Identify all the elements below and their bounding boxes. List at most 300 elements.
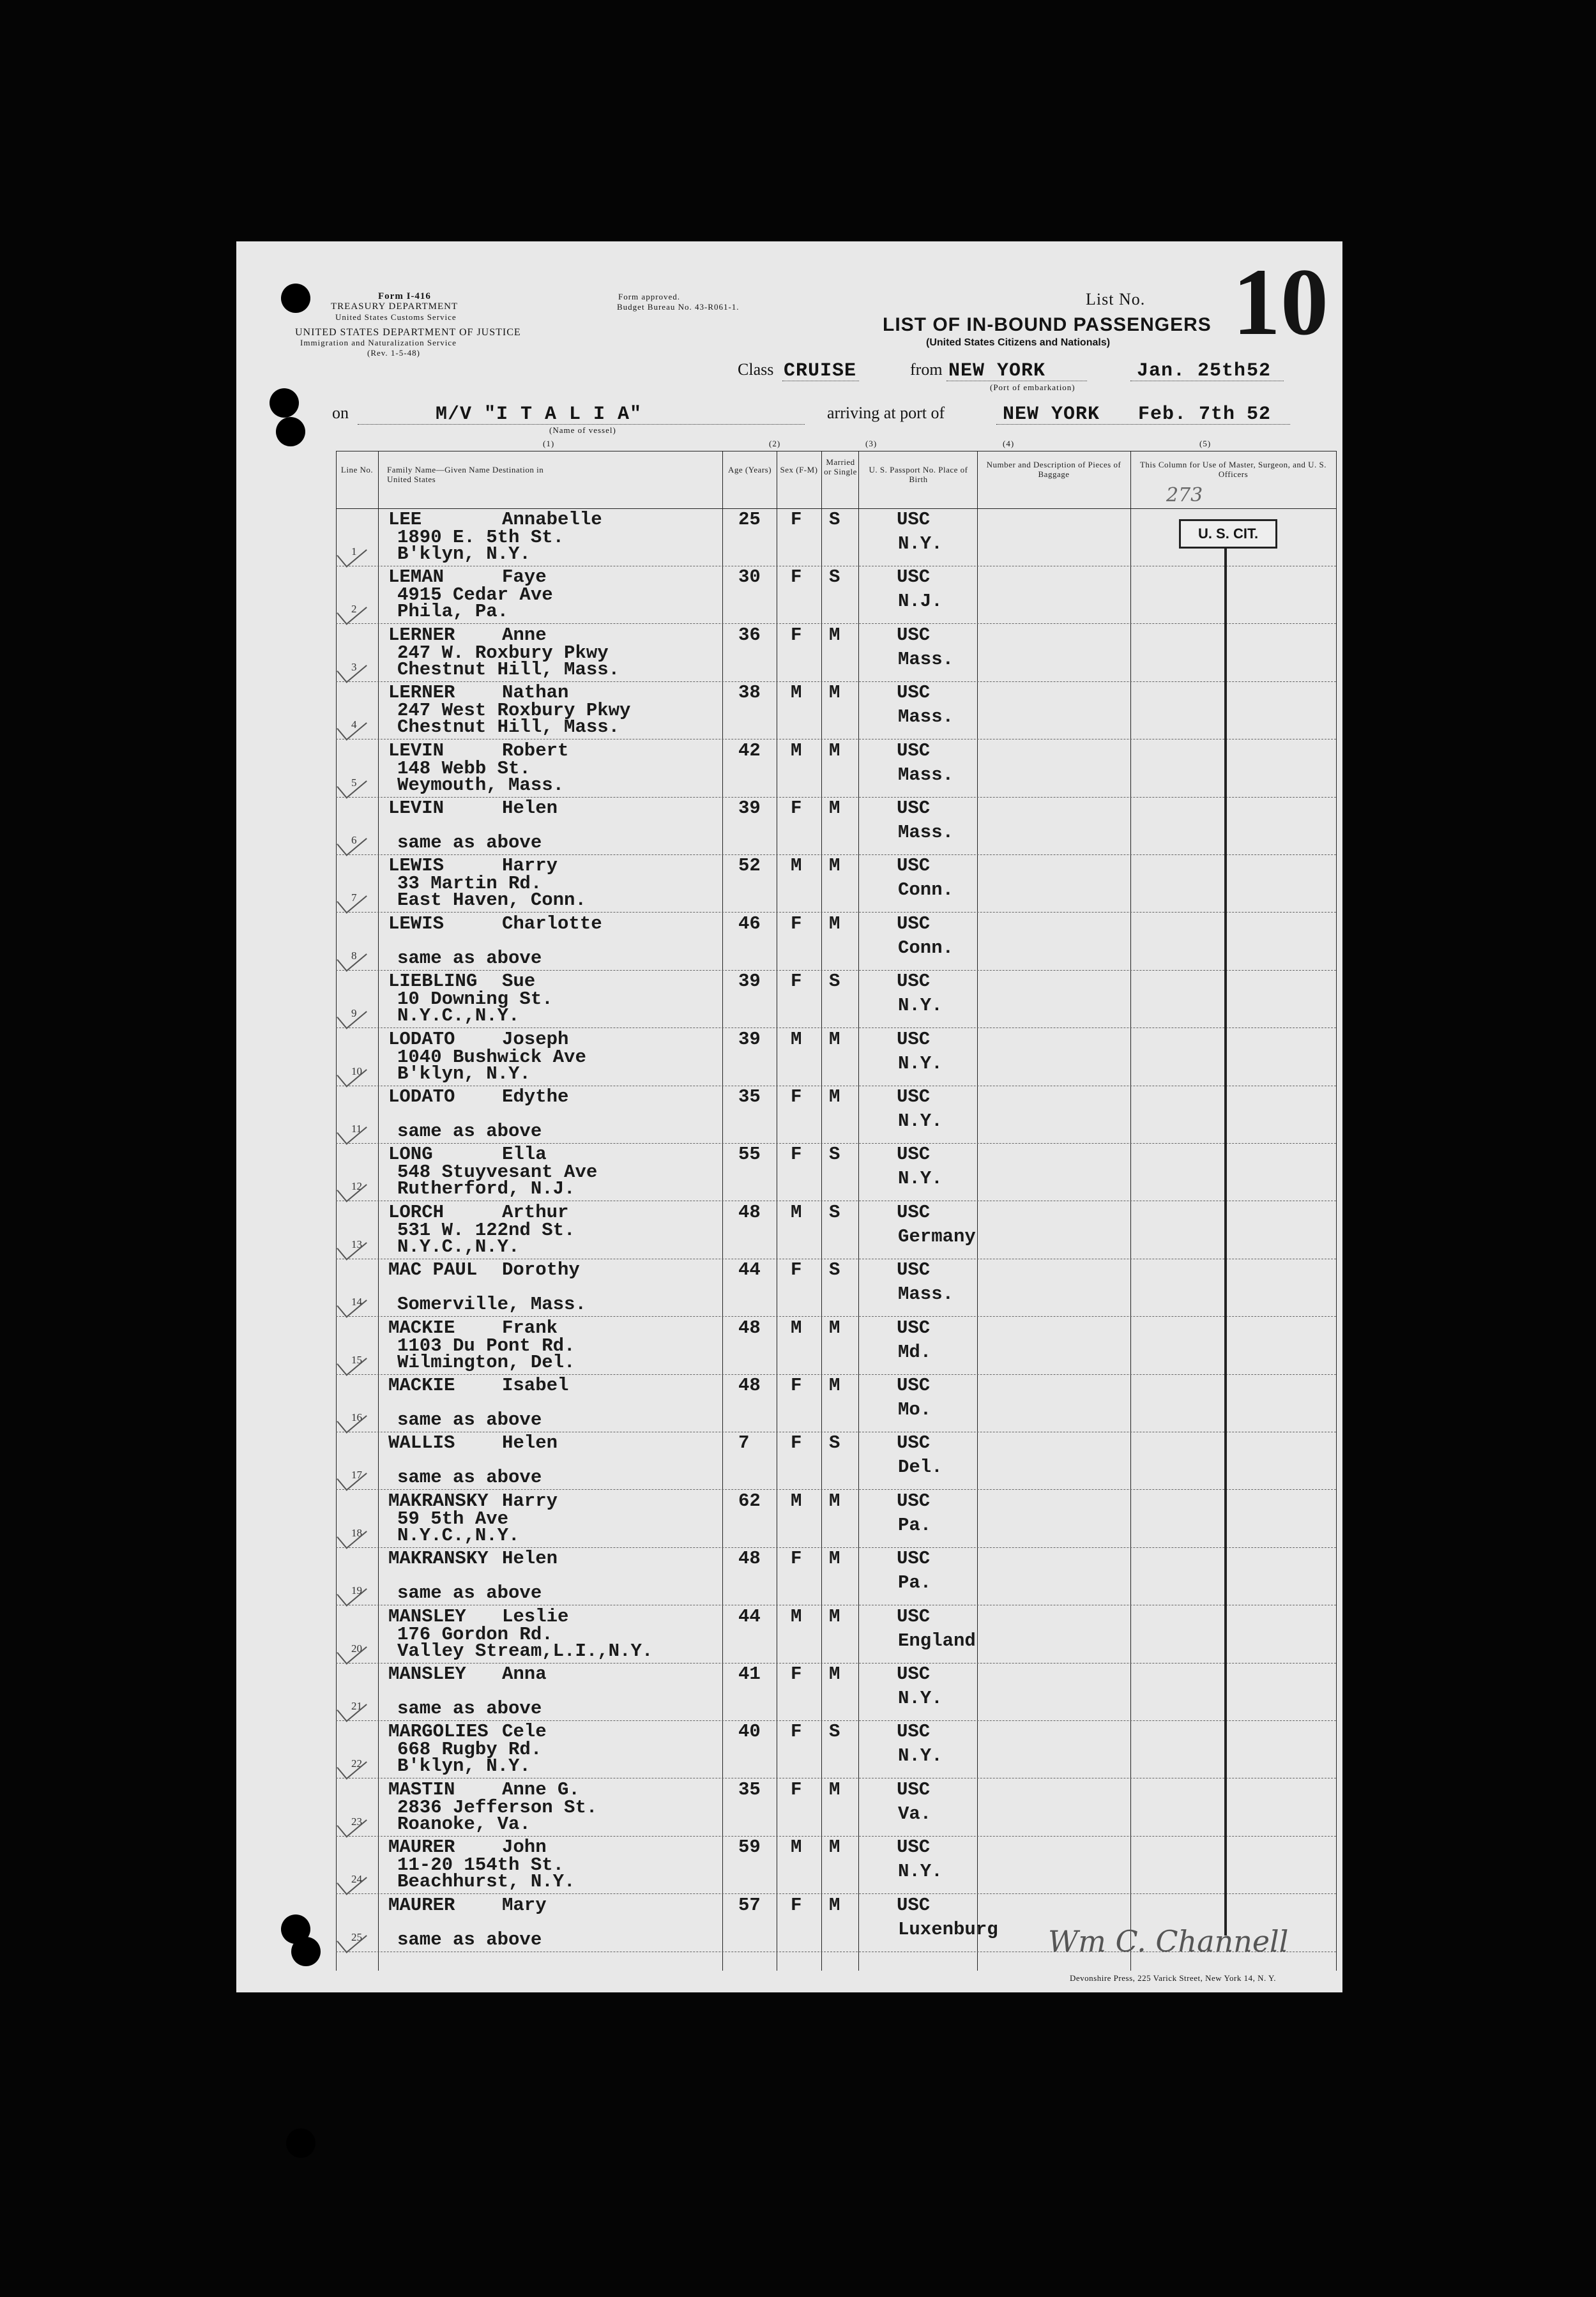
passport: USC (897, 971, 931, 992)
arrival-year: 52 (1247, 404, 1272, 425)
check-mark (337, 1116, 367, 1144)
family-name: LEWIS (388, 913, 445, 934)
age: 39 (738, 1028, 761, 1050)
punch-hole (270, 388, 299, 418)
age: 52 (738, 855, 761, 877)
sex: M (791, 1028, 802, 1050)
passport: USC (897, 1548, 931, 1570)
line-number: 19 (351, 1584, 362, 1597)
passport: USC (897, 913, 931, 934)
table-row (336, 854, 1336, 913)
family-name: MAKRANSKY (388, 1490, 489, 1512)
sex: F (791, 624, 802, 646)
passport: USC (897, 682, 931, 704)
line-number: 3 (351, 660, 357, 673)
form-approved: Form approved. (618, 292, 681, 301)
header-sex: Sex (F-M) (780, 465, 818, 474)
line-number: 25 (351, 1930, 362, 1943)
line-number: 8 (351, 949, 357, 962)
family-name: LEVIN (388, 739, 445, 761)
header-line-no: Line No. (340, 465, 374, 474)
sex: M (791, 739, 802, 761)
place-of-birth: Mass. (898, 1284, 954, 1305)
header-name: Family Name—Given Name Destination in United States (387, 465, 544, 484)
sex: M (791, 1201, 802, 1223)
sex: F (791, 1086, 802, 1107)
line-number: 16 (351, 1411, 362, 1423)
address-line: 247 West Roxbury Pkwy (397, 700, 631, 722)
age: 39 (738, 971, 761, 992)
family-name: MAC PAUL (388, 1259, 478, 1281)
given-name: Ella (502, 1144, 547, 1165)
given-name: Arthur (502, 1201, 569, 1223)
passport: USC (897, 1778, 931, 1800)
line-number: 4 (351, 718, 357, 731)
check-mark (337, 1231, 367, 1260)
table-row (336, 1547, 1336, 1605)
address-line: 1040 Bushwick Ave (397, 1046, 586, 1068)
family-name: LORCH (388, 1201, 445, 1223)
table-row (336, 739, 1336, 798)
address-line: 668 Rugby Rd. (397, 1739, 542, 1761)
line-number: 1 (351, 545, 357, 557)
check-mark (337, 885, 367, 914)
age: 57 (738, 1894, 761, 1916)
address-line: 33 Martin Rd. (397, 873, 542, 895)
line-number: 21 (351, 1700, 362, 1712)
line-number: 23 (351, 1815, 362, 1828)
family-name: LERNER (388, 624, 455, 646)
age: 39 (738, 798, 761, 819)
check-mark (337, 1520, 367, 1549)
line-number: 6 (351, 834, 357, 846)
address-city: same as above (397, 1582, 542, 1604)
sex: M (791, 682, 802, 704)
address-city: N.Y.C.,N.Y. (397, 1524, 520, 1546)
address-city: same as above (397, 947, 542, 969)
table-row (336, 1317, 1336, 1375)
line-number: 22 (351, 1757, 362, 1770)
age: 36 (738, 624, 761, 646)
place-of-birth: Del. (898, 1457, 943, 1478)
marital-status: M (829, 1317, 840, 1338)
sex: M (791, 855, 802, 877)
check-mark (337, 538, 367, 567)
marital-status: M (829, 1028, 840, 1050)
marital-status: M (829, 798, 840, 819)
check-mark (337, 1866, 367, 1895)
marital-status: S (829, 1259, 840, 1281)
given-name: Sue (502, 971, 536, 992)
sex: F (791, 1664, 802, 1685)
passport: USC (897, 739, 931, 761)
table-row (336, 913, 1336, 971)
sex: M (791, 1837, 802, 1858)
family-name: MANSLEY (388, 1605, 466, 1627)
sex: M (791, 1605, 802, 1627)
column-number: (4) (1003, 439, 1015, 448)
arriving-label: arriving at port of (827, 404, 945, 422)
given-name: Anna (502, 1664, 547, 1685)
passport: USC (897, 1259, 931, 1281)
line-number: 17 (351, 1469, 362, 1482)
address-line: 11-20 154th St. (397, 1854, 565, 1876)
us-citizen-stamp (1179, 519, 1277, 549)
family-name: LONG (388, 1144, 433, 1165)
marital-status: M (829, 1375, 840, 1396)
passport: USC (897, 1375, 931, 1396)
place-of-birth: N.Y. (898, 1052, 943, 1074)
age: 25 (738, 509, 761, 530)
departure-year: 52 (1247, 360, 1272, 382)
address-line: 548 Stuyvesant Ave (397, 1162, 598, 1183)
table-row (336, 1720, 1336, 1778)
address-city: Somerville, Mass. (397, 1294, 586, 1315)
line-number: 14 (351, 1296, 362, 1308)
place-of-birth: N.Y. (898, 1688, 943, 1709)
family-name: MARGOLIES (388, 1721, 489, 1743)
table-row (336, 970, 1336, 1028)
family-name: LEWIS (388, 855, 445, 877)
marital-status: S (829, 971, 840, 992)
sex: F (791, 971, 802, 992)
address-line: 247 W. Roxbury Pkwy (397, 642, 609, 663)
given-name: Nathan (502, 682, 569, 704)
family-name: MACKIE (388, 1317, 455, 1338)
check-mark (337, 1404, 367, 1433)
place-of-birth: N.Y. (898, 1745, 943, 1767)
family-name: LODATO (388, 1028, 455, 1050)
address-city: same as above (397, 1121, 542, 1142)
age: 42 (738, 739, 761, 761)
address-line: 1103 Du Pont Rd. (397, 1335, 575, 1356)
departure-date: Jan. 25th (1137, 360, 1247, 382)
column-number: (3) (865, 439, 878, 448)
place-of-birth: Md. (898, 1341, 932, 1363)
passenger-table (336, 451, 1336, 1971)
place-of-birth: Mass. (898, 822, 954, 843)
given-name: Robert (502, 739, 569, 761)
marital-status: M (829, 855, 840, 877)
address-city: Phila, Pa. (397, 601, 509, 623)
age: 40 (738, 1721, 761, 1743)
column-number: (2) (769, 439, 781, 448)
place-of-birth: N.Y. (898, 1861, 943, 1883)
family-name: WALLIS (388, 1432, 455, 1454)
family-name: LEE (388, 509, 422, 530)
check-mark (337, 1577, 367, 1606)
signature: Wm C. Channell (1048, 1924, 1289, 1959)
address-city: Roanoke, Va. (397, 1813, 531, 1835)
header-officers: This Column for Use of Master, Surgeon, and U. S. Officers (1139, 460, 1327, 479)
family-name: MAURER (388, 1837, 455, 1858)
place-of-birth: Conn. (898, 937, 954, 959)
given-name: Helen (502, 1432, 558, 1454)
sex: F (791, 1144, 802, 1165)
document-subtitle: (United States Citizens and Nationals) (926, 337, 1111, 348)
check-mark (337, 1289, 367, 1317)
marital-status: S (829, 1144, 840, 1165)
sex: F (791, 566, 802, 588)
marital-status: M (829, 913, 840, 934)
check-mark (337, 1693, 367, 1722)
family-name: MAKRANSKY (388, 1548, 489, 1570)
family-name: MANSLEY (388, 1664, 466, 1685)
check-mark (337, 1462, 367, 1491)
given-name: John (502, 1837, 547, 1858)
place-of-birth: N.Y. (898, 1111, 943, 1132)
document-title: LIST OF IN-BOUND PASSENGERS (883, 314, 1212, 335)
place-of-birth: N.Y. (898, 1168, 943, 1190)
family-name: MAURER (388, 1894, 455, 1916)
line-number: 15 (351, 1353, 362, 1366)
arrival-port: NEW YORK (1003, 404, 1100, 425)
table-row (336, 1778, 1336, 1837)
marital-status: S (829, 1201, 840, 1223)
given-name: Harry (502, 1490, 558, 1512)
given-name: Charlotte (502, 913, 602, 934)
check-mark (337, 943, 367, 971)
marital-status: M (829, 1837, 840, 1858)
revision-date: (Rev. 1-5-48) (367, 348, 420, 358)
given-name: Anne (502, 624, 547, 646)
age: 35 (738, 1086, 761, 1107)
table-row (336, 1374, 1336, 1432)
passport: USC (897, 1721, 931, 1743)
place-of-birth: Pa. (898, 1572, 932, 1594)
table-row (336, 566, 1336, 624)
marital-status: M (829, 1778, 840, 1800)
marital-status: M (829, 682, 840, 704)
age: 38 (738, 682, 761, 704)
place-of-birth: N.J. (898, 591, 943, 612)
marital-status: M (829, 1086, 840, 1107)
check-mark (337, 769, 367, 798)
check-mark (337, 1174, 367, 1202)
age: 44 (738, 1259, 761, 1281)
place-of-birth: N.Y. (898, 995, 943, 1017)
table-row (336, 1143, 1336, 1201)
line-number: 12 (351, 1180, 362, 1193)
given-name: Harry (502, 855, 558, 877)
age: 62 (738, 1490, 761, 1512)
age: 48 (738, 1375, 761, 1396)
marital-status: S (829, 566, 840, 588)
check-mark (337, 1000, 367, 1029)
family-name: LEVIN (388, 798, 445, 819)
given-name: Cele (502, 1721, 547, 1743)
age: 44 (738, 1605, 761, 1627)
sex: F (791, 798, 802, 819)
address-city: Weymouth, Mass. (397, 774, 565, 796)
age: 35 (738, 1778, 761, 1800)
column-number: (5) (1199, 439, 1212, 448)
table-row (336, 797, 1336, 855)
line-number: 13 (351, 1238, 362, 1250)
list-no-label: List No. (1086, 290, 1146, 308)
check-mark (337, 654, 367, 683)
embarkation-port: NEW YORK (948, 360, 1046, 382)
address-city: same as above (397, 832, 542, 853)
class-label: Class (738, 360, 774, 379)
passport: USC (897, 1605, 931, 1627)
port-of-embarkation-caption: (Port of embarkation) (990, 383, 1075, 392)
given-name: Helen (502, 798, 558, 819)
punch-hole (286, 2128, 315, 2158)
passport: USC (897, 1086, 931, 1107)
arrival-date: Feb. 7th (1138, 404, 1236, 425)
place-of-birth: Va. (898, 1803, 932, 1824)
age: 48 (738, 1548, 761, 1570)
place-of-birth: Conn. (898, 879, 954, 901)
punch-hole (276, 417, 305, 446)
given-name: Helen (502, 1548, 558, 1570)
given-name: Isabel (502, 1375, 569, 1396)
address-city: Chestnut Hill, Mass. (397, 658, 620, 680)
age: 55 (738, 1144, 761, 1165)
family-name: MASTIN (388, 1778, 455, 1800)
marital-status: M (829, 624, 840, 646)
line-number: 20 (351, 1642, 362, 1655)
address-city: B'klyn, N.Y. (397, 1755, 531, 1777)
given-name: Faye (502, 566, 547, 588)
marital-status: S (829, 1721, 840, 1743)
given-name: Joseph (502, 1028, 569, 1050)
marital-status: M (829, 1605, 840, 1627)
table-row (336, 1259, 1336, 1317)
family-name: LEMAN (388, 566, 445, 588)
marital-status: M (829, 1664, 840, 1685)
annotation-mark: 273 (1166, 484, 1203, 506)
address-city: N.Y.C.,N.Y. (397, 1005, 520, 1027)
table-row (336, 1028, 1336, 1086)
vessel-name: M/V "I T A L I A" (436, 404, 642, 425)
address-city: Rutherford, N.J. (397, 1178, 575, 1200)
given-name: Leslie (502, 1605, 569, 1627)
marital-status: M (829, 1548, 840, 1570)
place-of-birth: N.Y. (898, 533, 943, 554)
address-city: same as above (397, 1467, 542, 1489)
marital-status: M (829, 739, 840, 761)
stamp-text: U. S. CIT. (1197, 526, 1259, 542)
address-city: Chestnut Hill, Mass. (397, 716, 620, 738)
line-number: 9 (351, 1007, 357, 1020)
header-passport: U. S. Passport No. Place of Birth (869, 465, 968, 484)
place-of-birth: Pa. (898, 1514, 932, 1536)
address-line: 2836 Jefferson St. (397, 1796, 598, 1818)
table-row (336, 1432, 1336, 1490)
sex: F (791, 1259, 802, 1281)
passport: USC (897, 1028, 931, 1050)
table-row (336, 1490, 1336, 1548)
table-row (336, 681, 1336, 739)
place-of-birth: Mass. (898, 648, 954, 670)
age: 48 (738, 1201, 761, 1223)
passport: USC (897, 1201, 931, 1223)
continuation-line (1224, 547, 1227, 1936)
check-mark (337, 711, 367, 740)
family-name: LIEBLING (388, 971, 478, 992)
check-mark (337, 1058, 367, 1087)
sex: F (791, 1721, 802, 1743)
class-value: CRUISE (784, 360, 857, 382)
address-line: 176 Gordon Rd. (397, 1623, 553, 1645)
family-name: LERNER (388, 682, 455, 704)
address-city: same as above (397, 1409, 542, 1430)
treasury-department: TREASURY DEPARTMENT (331, 301, 459, 312)
punch-hole (281, 284, 310, 313)
place-of-birth: England (898, 1630, 976, 1651)
line-number: 5 (351, 776, 357, 789)
header-age: Age (Years) (727, 465, 772, 474)
sex: F (791, 1778, 802, 1800)
marital-status: M (829, 1894, 840, 1916)
passport: USC (897, 624, 931, 646)
passport: USC (897, 1490, 931, 1512)
sex: F (791, 1894, 802, 1916)
address-city: N.Y.C.,N.Y. (397, 1236, 520, 1257)
address-city: same as above (397, 1698, 542, 1719)
passport: USC (897, 1432, 931, 1454)
sex: M (791, 1490, 802, 1512)
table-row (336, 1663, 1336, 1721)
table-row (336, 1201, 1336, 1259)
table-row (336, 1086, 1336, 1144)
address-line: 148 Webb St. (397, 757, 531, 779)
address-line: 59 5th Ave (397, 1508, 509, 1529)
list-number: 10 (1233, 249, 1328, 355)
passport: USC (897, 1144, 931, 1165)
passport: USC (897, 1317, 931, 1338)
address-city: same as above (397, 1929, 542, 1950)
table-row (336, 1605, 1336, 1664)
age: 7 (738, 1432, 750, 1454)
age: 30 (738, 566, 761, 588)
family-name: MACKIE (388, 1375, 455, 1396)
sex: F (791, 1375, 802, 1396)
address-line: 4915 Cedar Ave (397, 584, 553, 606)
given-name: Mary (502, 1894, 547, 1916)
sex: F (791, 1432, 802, 1454)
line-number: 2 (351, 603, 357, 616)
address-city: Valley Stream,L.I.,N.Y. (397, 1640, 653, 1662)
address-city: East Haven, Conn. (397, 890, 586, 911)
sex: F (791, 1548, 802, 1570)
sex: M (791, 1317, 802, 1338)
passport: USC (897, 798, 931, 819)
address-line: 531 W. 122nd St. (397, 1219, 575, 1241)
vessel-name-caption: (Name of vessel) (549, 425, 616, 435)
column-number: (1) (543, 439, 555, 448)
address-line: 1890 E. 5th St. (397, 527, 565, 548)
marital-status: S (829, 509, 840, 530)
passport: USC (897, 1894, 931, 1916)
marital-status: S (829, 1432, 840, 1454)
printer-footer: Devonshire Press, 225 Varick Street, New York 14, N. Y. (1070, 1973, 1276, 1983)
on-label: on (332, 404, 349, 422)
sex: F (791, 509, 802, 530)
table-row (336, 624, 1336, 682)
table-row (336, 1836, 1336, 1894)
from-label: from (910, 360, 943, 379)
budget-bureau: Budget Bureau No. 43-R061-1. (617, 302, 740, 312)
age: 41 (738, 1664, 761, 1685)
line-number: 11 (351, 1123, 362, 1135)
passport: USC (897, 1664, 931, 1685)
age: 59 (738, 1837, 761, 1858)
family-name: LODATO (388, 1086, 455, 1107)
check-mark (337, 1347, 367, 1376)
